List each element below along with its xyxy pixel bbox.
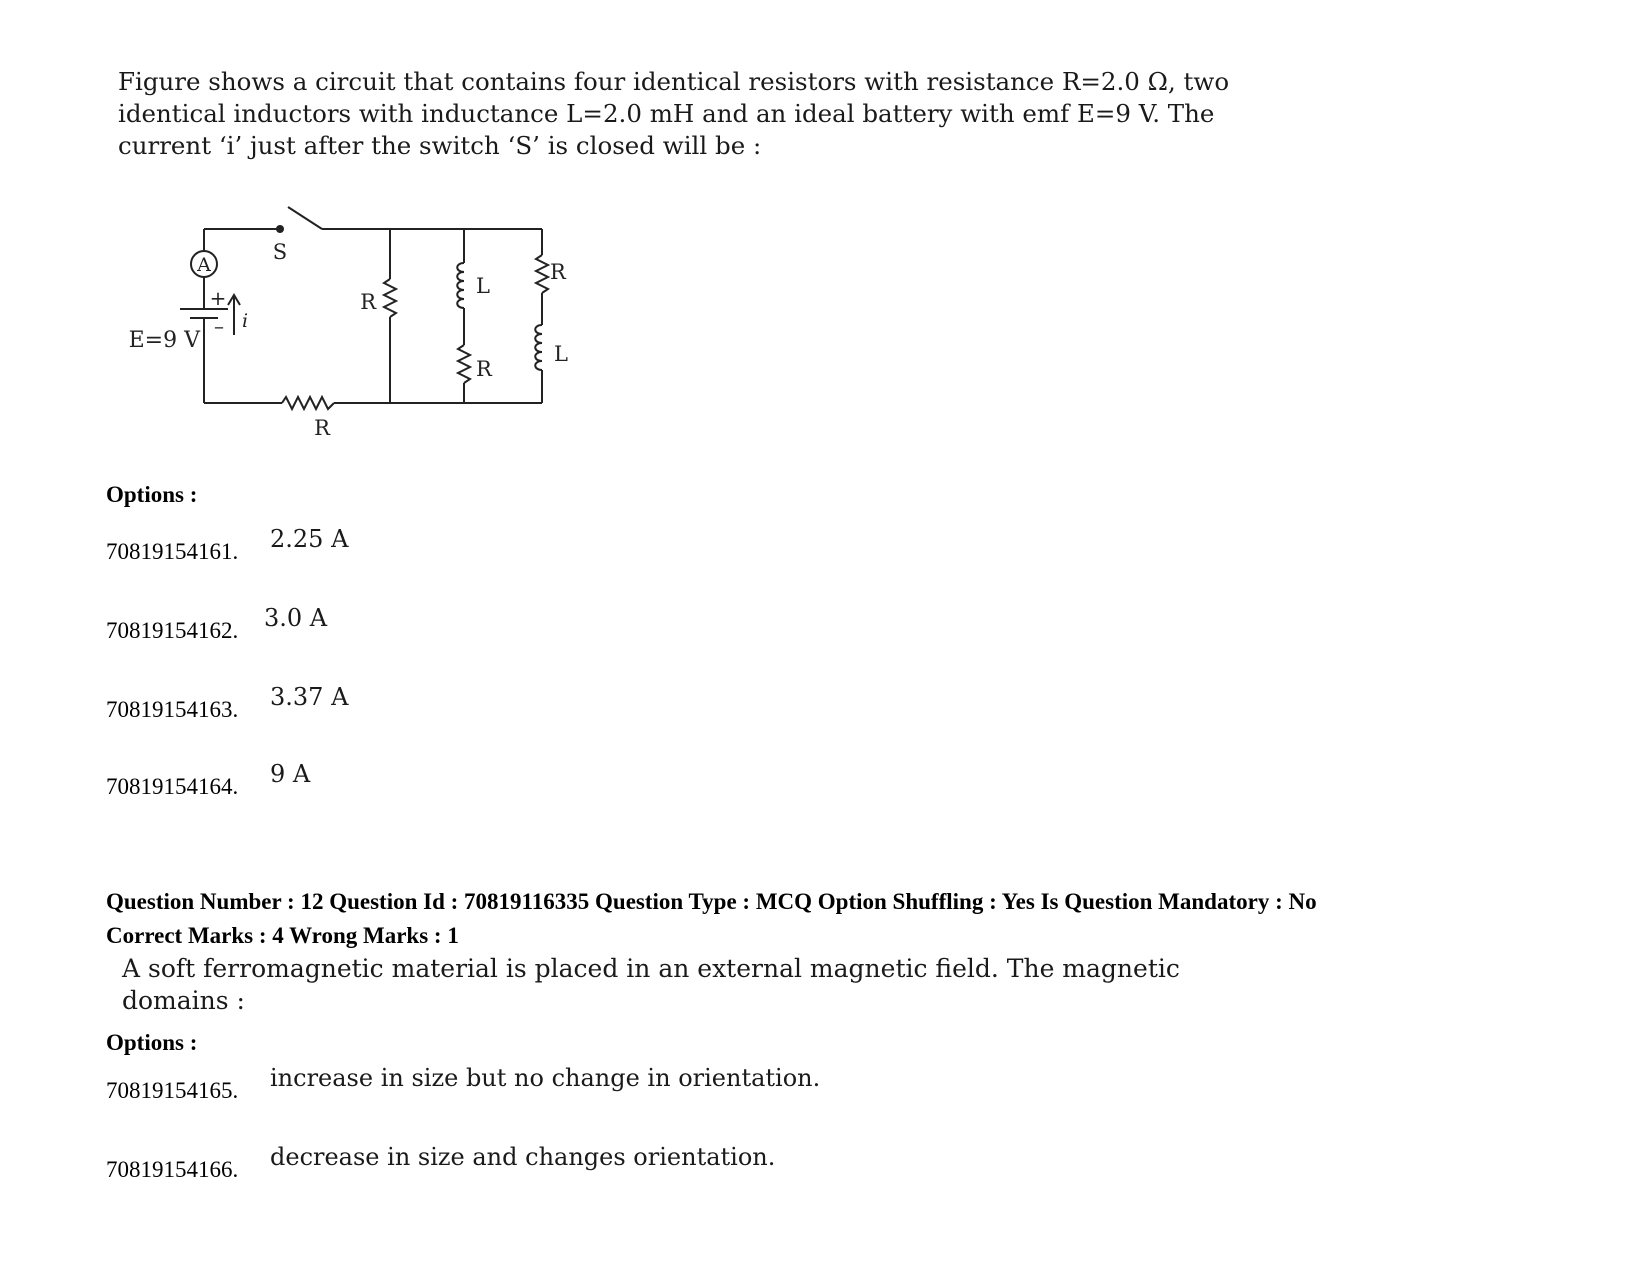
question-12-metadata [106, 885, 1317, 953]
option-row[interactable] [106, 683, 1306, 723]
option-id: 70819154162. [106, 618, 239, 643]
battery-minus-label: – [214, 314, 224, 338]
resistor-branch1-label: R [360, 290, 376, 314]
option-id: 70819154166. [106, 1157, 239, 1182]
battery-label: E=9 V [128, 328, 200, 353]
option-row[interactable] [106, 1064, 1306, 1104]
resistor-branch2 [458, 345, 470, 383]
option-value: 3.37 A [270, 683, 349, 711]
inductor-branch3 [535, 325, 542, 370]
question-11-options-label: Options : [106, 482, 198, 507]
option-value: 2.25 A [270, 525, 349, 553]
resistor-branch2-label: R [476, 357, 492, 381]
switch-lever [288, 207, 322, 229]
option-row[interactable] [106, 604, 1306, 644]
question-12-line-2: domains : [122, 986, 245, 1015]
circuit-diagram [110, 205, 630, 465]
question-12-line-1: A soft ferromagnetic material is placed in an external magnetic field. The magnetic [122, 954, 1180, 983]
question-11-line-3: current ‘i’ just after the switch ‘S’ is closed will be : [118, 131, 762, 160]
question-11-text [118, 66, 1230, 162]
question-12-options-label: Options : [106, 1030, 198, 1055]
inductor-branch2-label: L [476, 274, 490, 298]
option-id: 70819154163. [106, 697, 239, 722]
inductor-branch3-label: L [554, 342, 568, 366]
option-value: 3.0 A [264, 604, 328, 632]
question-12-text [122, 953, 1180, 1017]
option-id: 70819154165. [106, 1078, 239, 1103]
resistor-branch3-label: R [550, 260, 566, 284]
resistor-bottom [282, 397, 334, 409]
question-11-line-2: identical inductors with inductance L=2.0 mH and an ideal battery with emf E=9 V. The [118, 99, 1215, 128]
resistor-branch1 [384, 279, 396, 317]
option-id: 70819154164. [106, 774, 239, 799]
question-12-meta-line-1: Question Number : 12 Question Id : 70819116335 Question Type : MCQ Option Shuffling : Yes Is Question Mandatory : No [106, 889, 1317, 914]
switch-label: S [272, 240, 288, 264]
resistor-branch3 [536, 255, 548, 293]
battery-plus-label: + [209, 286, 227, 310]
current-label: i [242, 310, 249, 332]
option-value: 9 A [270, 760, 311, 788]
option-value: decrease in size and changes orientation. [270, 1143, 776, 1171]
option-row[interactable] [106, 760, 1306, 800]
resistor-bottom-label: R [314, 416, 330, 440]
question-11-line-1: Figure shows a circuit that contains four identical resistors with resistance R=2.0 Ω, two [118, 67, 1230, 96]
option-id: 70819154161. [106, 539, 239, 564]
option-value: increase in size but no change in orientation. [270, 1064, 821, 1092]
ammeter-label: A [197, 254, 211, 276]
switch-contact-dot [276, 225, 284, 233]
option-row[interactable] [106, 1143, 1306, 1183]
option-row[interactable] [106, 525, 1306, 565]
question-12-meta-line-2: Correct Marks : 4 Wrong Marks : 1 [106, 923, 459, 948]
inductor-branch2 [457, 263, 464, 308]
